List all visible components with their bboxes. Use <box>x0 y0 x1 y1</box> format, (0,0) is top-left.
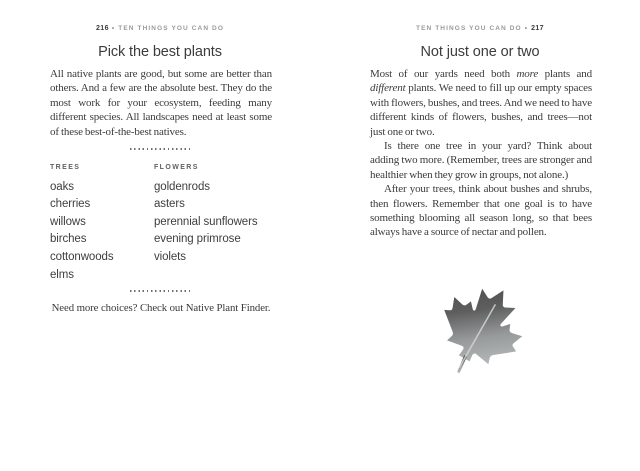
trees-column <box>50 164 154 285</box>
list-item: goldenrods <box>154 180 210 193</box>
running-head-separator: • <box>111 25 116 32</box>
list-item: violets <box>154 250 186 263</box>
list-item: willows <box>50 215 86 228</box>
right-page-content <box>370 67 592 240</box>
italic-text: different <box>370 82 406 95</box>
running-head-separator: • <box>524 25 529 32</box>
list-item: elms <box>50 268 74 281</box>
section-title-left: Pick the best plants <box>98 44 222 60</box>
left-paragraph: All native plants are good, but some are better than others. And a few are the absolute best. They do the most work for your ecosystem, feeding many different species. All landscapes need at least some of these best-of-the-best natives. <box>50 68 272 138</box>
paragraph-text: plants. We need to fill up our empty spaces with flowers, bushes, and trees. And we need to have different kinds of flowers, bushes, and trees—not just one or two. <box>370 82 592 138</box>
flowers-column <box>154 164 272 285</box>
paragraph-text: Most of our yards need both <box>370 68 517 80</box>
list-item: oaks <box>50 180 74 193</box>
list-item: cherries <box>50 198 91 211</box>
note-line: Need more choices? Check out Native Plant Finder. <box>51 301 271 314</box>
italic-text: more <box>516 68 539 80</box>
page-number-right: 217 <box>531 25 544 32</box>
dotted-divider <box>130 290 192 292</box>
paragraph-text: plants and <box>538 68 592 80</box>
right-paragraph-1 <box>370 67 592 139</box>
dotted-divider <box>130 148 192 150</box>
right-paragraph-2: Is there one tree in your yard? Think about adding two more. (Remember, trees are stronger and healthier when they grow in groups, not alone.) <box>370 140 592 181</box>
list-item: birches <box>50 233 87 246</box>
running-head-title: TEN THINGS YOU CAN DO <box>416 25 522 32</box>
flowers-column-header: FLOWERS <box>154 163 199 171</box>
maple-leaf-icon <box>430 281 530 381</box>
trees-column-header: TREES <box>50 163 81 171</box>
list-item: cottonwoods <box>50 250 114 263</box>
list-item: asters <box>154 198 185 211</box>
right-paragraph-3: After your trees, think about bushes and shrubs, then flowers. Remember that one goal is to have something blooming all season long, so that bees always have a source of nectar and pollen. <box>370 183 592 239</box>
maple-leaf-image <box>430 281 530 381</box>
plant-table <box>50 164 272 285</box>
running-head-left <box>0 25 320 32</box>
list-item: perennial sunflowers <box>154 215 258 228</box>
right-page <box>320 0 640 471</box>
running-head-title: TEN THINGS YOU CAN DO <box>118 25 224 32</box>
running-head-right <box>320 25 640 32</box>
page-number-left: 216 <box>96 25 109 32</box>
left-page-content <box>50 67 272 314</box>
section-title-right: Not just one or two <box>420 44 540 60</box>
list-item: evening primrose <box>154 233 241 246</box>
